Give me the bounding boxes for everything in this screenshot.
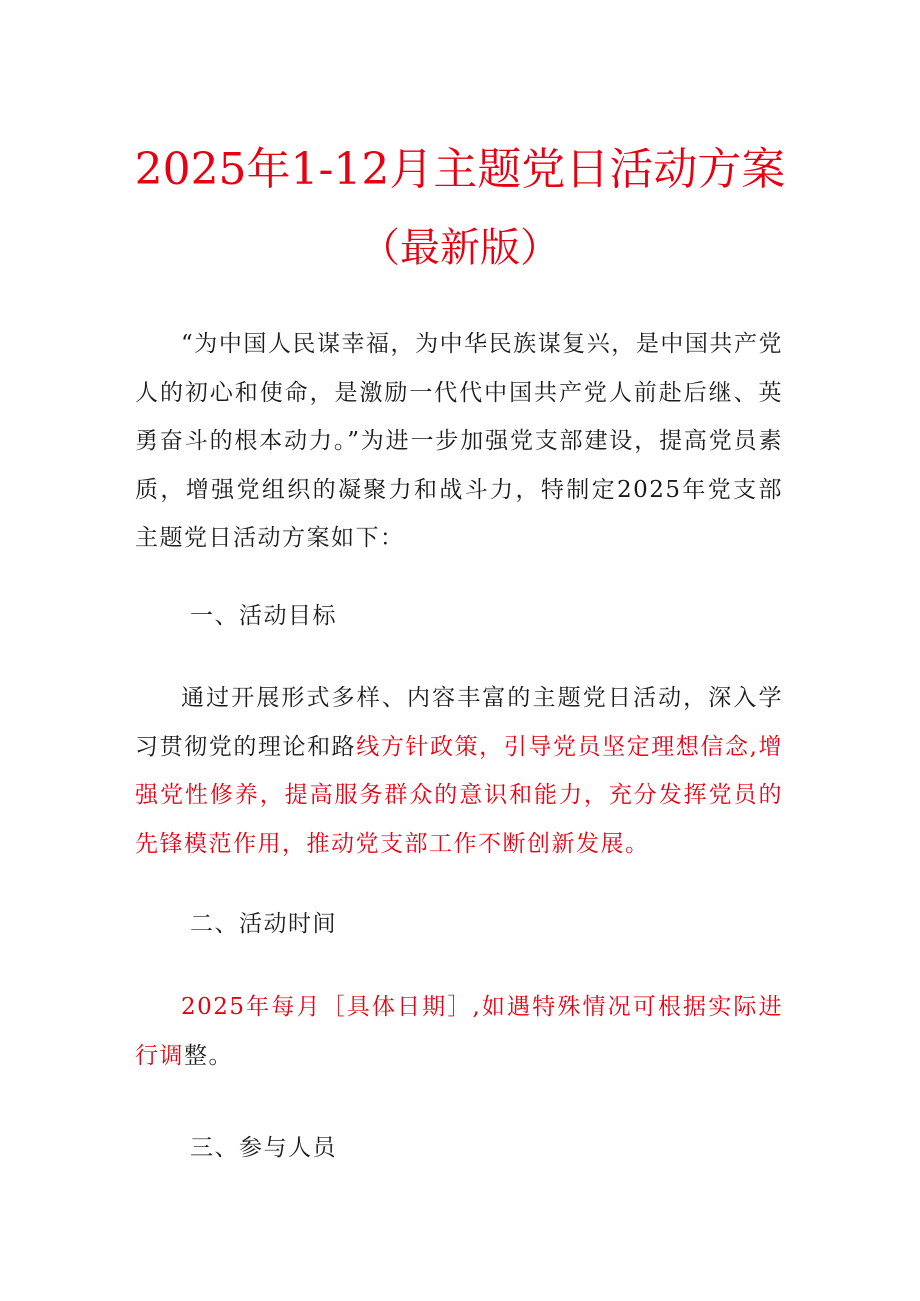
section-heading-goal: 一、活动目标: [190, 603, 337, 629]
goal-paragraph: [135, 674, 783, 868]
intro-paragraph: “为中国人民谋幸福，为中华民族谋复兴，是中国共产党人的初心和使命，是激励一代代中国共产党人前赴后继、英勇奋斗的根本动力。”为进一步加强党支部建设，提高党员素质，增强党组织的凝聚力和战斗力，特制定2025年党支部主题党日活动方案如下：: [135, 331, 783, 551]
document-title: 2025年1-12月主题党日活动方案: [134, 144, 786, 195]
time-text-red: 2025年每月［具体日期］,如遇特殊情况可根据实际进行调: [135, 994, 783, 1069]
section-heading-participants: 三、参与人员: [190, 1135, 337, 1161]
document-subtitle: （最新版）: [360, 225, 560, 271]
goal-text-black: 通过开展形式多样、内容丰富的主题党日活动，深入学习贯彻党的理论和路: [135, 685, 783, 760]
time-text-black: 整。: [184, 1042, 233, 1069]
goal-text-red: 线方针政策，引导党员坚定理想信念,增强党性修养，提高服务群众的意识和能力，充分发挥党员的先锋模范作用，推动党支部工作不断创新发展。: [135, 733, 784, 857]
section-heading-time: 二、活动时间: [190, 911, 337, 937]
time-paragraph: [135, 983, 783, 1080]
